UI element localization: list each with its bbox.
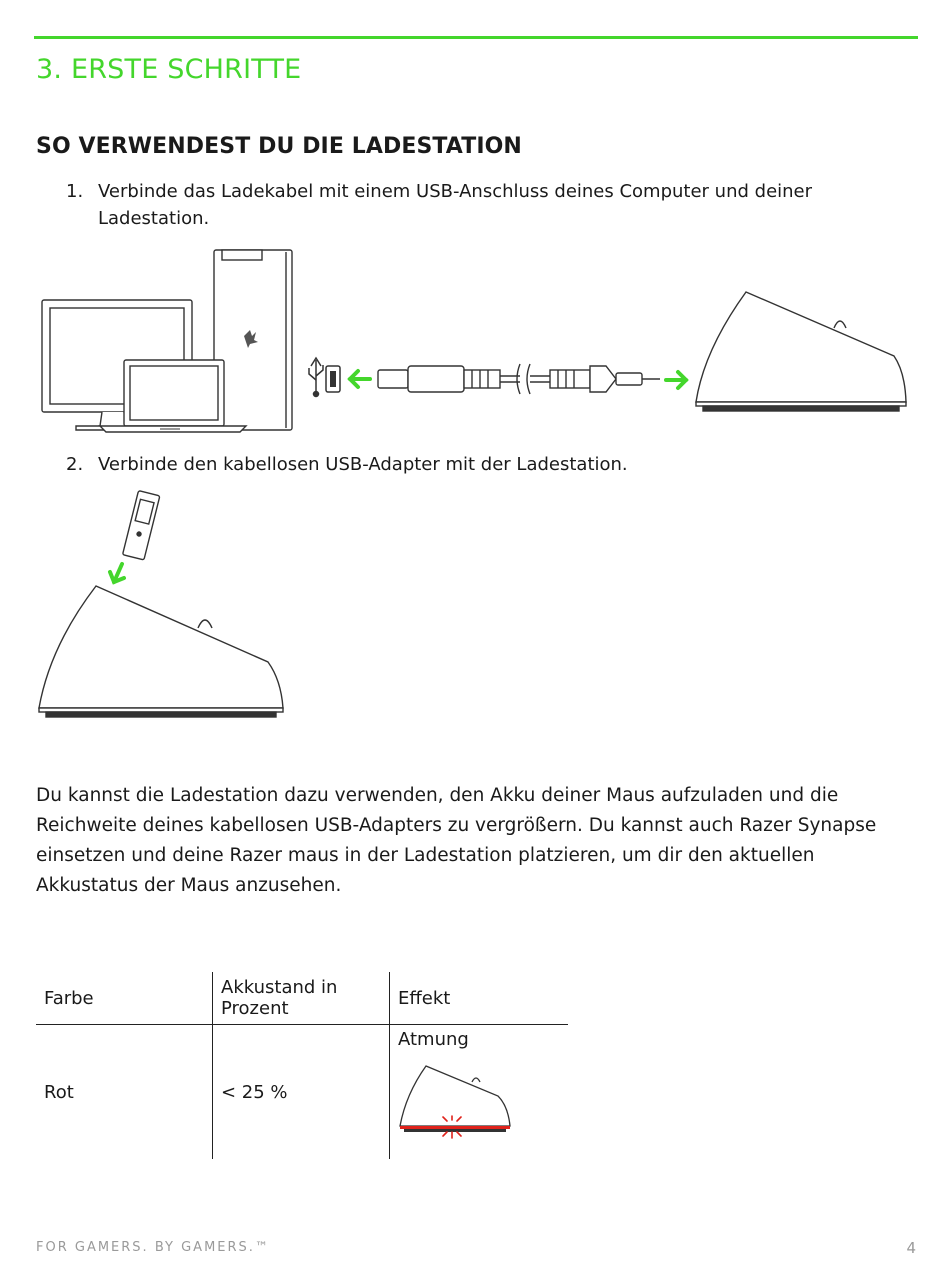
cell-effect [390, 1025, 569, 1160]
green-arrow-down-icon [110, 564, 124, 582]
step-1 [66, 178, 818, 232]
step-1-number: 1. [66, 181, 84, 202]
illustration-insert-adapter [0, 486, 320, 736]
footer-tagline: FOR GAMERS. BY GAMERS.™ [36, 1240, 270, 1255]
step-1-text: Verbinde das Ladekabel mit einem USB-Anschluss deines Computer und deiner Ladestation. [98, 181, 813, 229]
charging-dock-icon [39, 586, 283, 717]
description-paragraph: Du kannst die Ladestation dazu verwenden, den Akku deiner Maus aufzuladen und die Reichweite deines kabellosen USB-Adapters zu vergrößern. Du kannst auch Razer Synapse einsetzen und deine Razer maus in der Ladestation platzieren, um dir den aktuellen Akkustatus der Maus anzusehen. [36, 785, 877, 896]
usb-adapter-icon [123, 491, 160, 560]
illustration-connect-cable [0, 240, 950, 440]
charging-cable-icon [378, 364, 660, 394]
subheading: SO VERWENDEST DU DIE LADESTATION [36, 134, 522, 159]
cell-battery: < 25 % [213, 1025, 390, 1160]
top-rule [34, 36, 918, 39]
step-2 [66, 451, 818, 478]
header-battery: Akkustand in Prozent [213, 972, 390, 1025]
table-row [36, 1025, 568, 1160]
step-2-text: Verbinde den kabellosen USB-Adapter mit der Ladestation. [98, 454, 628, 475]
green-arrow-left-icon [350, 371, 370, 387]
cell-color: Rot [44, 1081, 74, 1103]
step-2-number: 2. [66, 454, 84, 475]
effect-label: Atmung [398, 1029, 469, 1050]
dock-breathing-icon [398, 1060, 522, 1140]
header-effect: Effekt [390, 972, 569, 1025]
section-title: 3. ERSTE SCHRITTE [36, 54, 302, 85]
charging-dock-icon [696, 292, 906, 411]
desktop-computer-icon [42, 250, 292, 432]
usb-symbol-icon [309, 358, 323, 397]
battery-status-table [36, 972, 568, 1159]
page-number: 4 [906, 1239, 916, 1257]
table-header-row [36, 972, 568, 1025]
header-color: Farbe [36, 972, 213, 1025]
green-arrow-right-icon [666, 372, 686, 388]
